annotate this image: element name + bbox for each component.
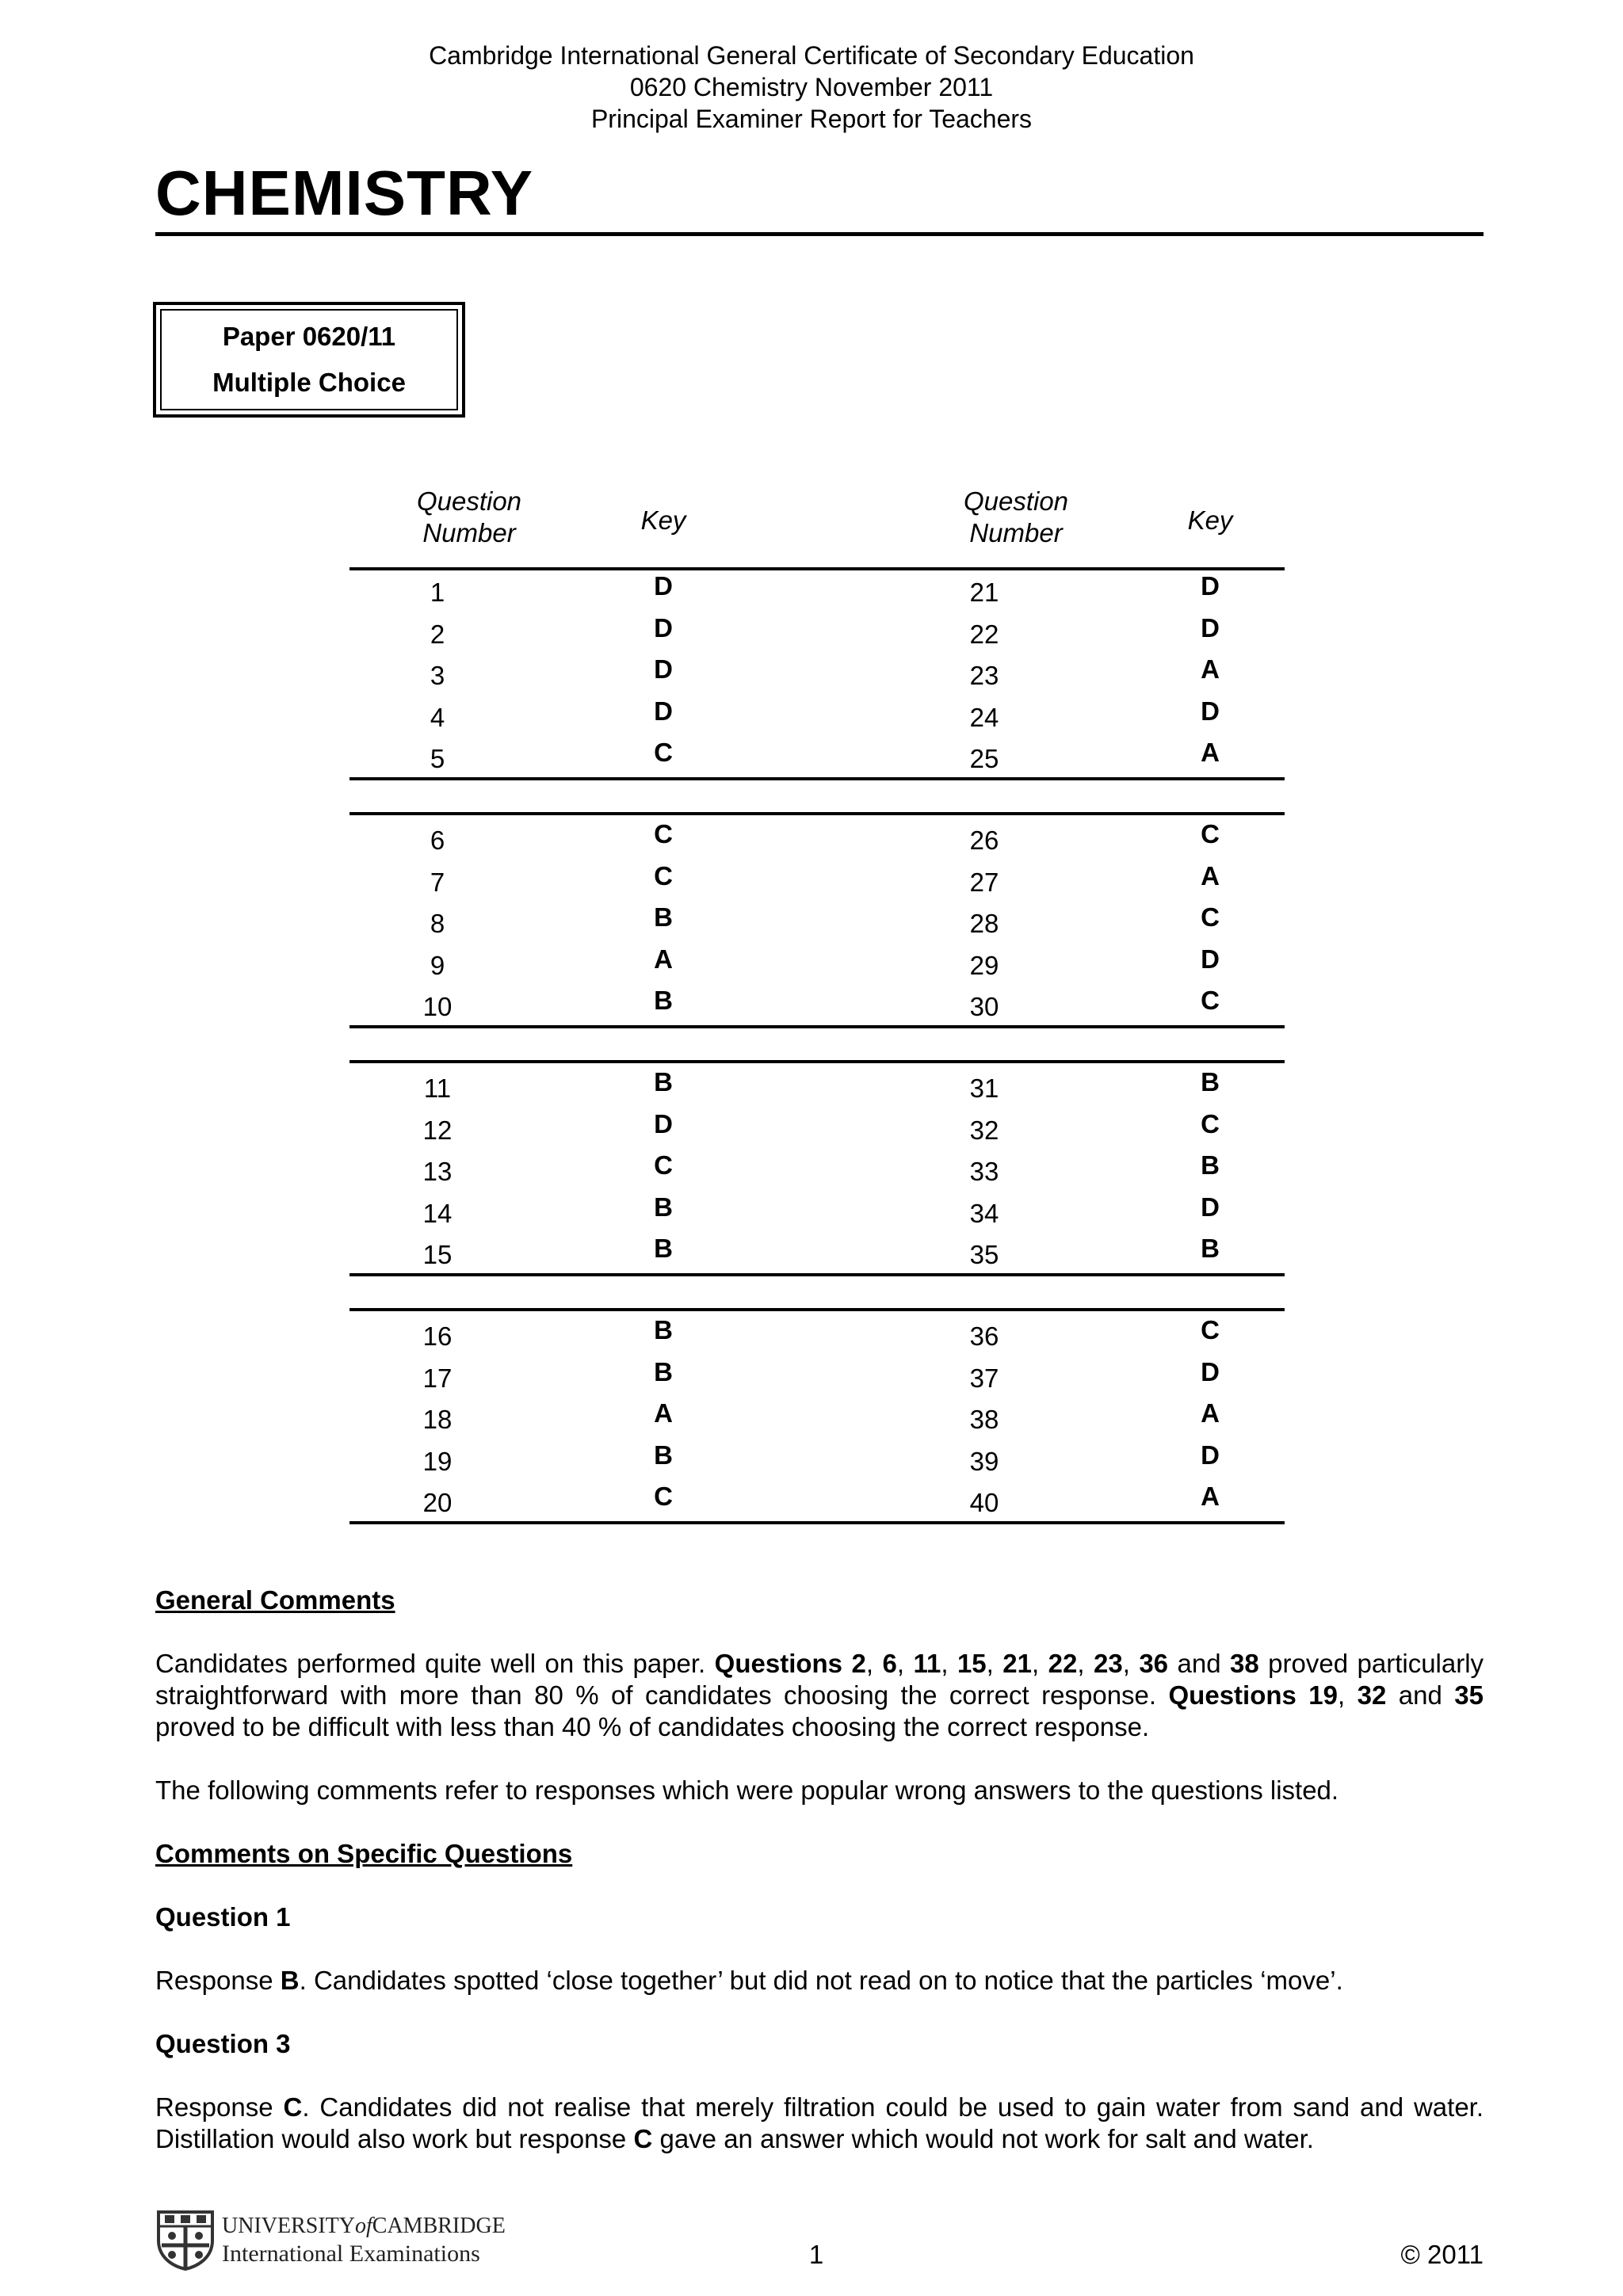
general-comments-para-2: The following comments refer to responses which were popular wrong answers to the questions listed.	[155, 1775, 1339, 1805]
col-head-question-right	[937, 486, 1095, 549]
answer-key-cell: C	[1201, 1315, 1220, 1344]
logo-university: UNIVERSITY	[222, 2214, 355, 2238]
text-run: gave an answer which would not work for salt and water.	[652, 2124, 1314, 2153]
answer-key-cell: C	[1201, 819, 1220, 849]
question-number-cell: 29	[969, 950, 999, 980]
question-number-cell: 36	[969, 1322, 999, 1351]
question-number-cell: 3	[430, 661, 445, 690]
bold-run: 6	[882, 1649, 897, 1678]
answer-key-cell: A	[1201, 860, 1220, 891]
bold-run: 11	[913, 1649, 941, 1678]
text-run: Response	[155, 1966, 281, 1995]
table-rule	[349, 1273, 1285, 1276]
answer-key-cell: C	[654, 1150, 673, 1180]
text-run: Response	[155, 2092, 284, 2122]
page-number: 1	[808, 2240, 824, 2269]
answer-key-cell: B	[654, 1315, 673, 1344]
answer-key-cell: D	[1201, 944, 1220, 974]
bold-run: Questions 2	[714, 1649, 866, 1678]
question-number-cell: 30	[969, 992, 999, 1021]
question-number-cell: 9	[430, 950, 445, 980]
question-number-cell: 37	[969, 1363, 999, 1393]
answer-key-cell: D	[654, 571, 673, 601]
text-run: ,	[1032, 1649, 1048, 1678]
answer-key-cell: D	[654, 696, 673, 726]
answer-key-cell: D	[1201, 571, 1220, 601]
answer-key-cell: D	[1201, 612, 1220, 643]
answer-key-cell: B	[654, 1067, 673, 1097]
paper-box	[153, 302, 465, 418]
copyright: © 2011	[1400, 2240, 1484, 2269]
text-run: . Candidates spotted ‘close together’ but did not read on to notice that the particles ‘move’.	[299, 1966, 1343, 1995]
question-number-cell: 23	[969, 661, 999, 690]
question-number-cell: 7	[430, 867, 445, 897]
question-number-cell: 8	[430, 909, 445, 938]
question-1-heading: Question 1	[155, 1902, 291, 1932]
answer-key-cell: A	[654, 1398, 673, 1428]
bold-run: C	[633, 2124, 653, 2153]
answer-key-cell: A	[1201, 654, 1220, 684]
logo-cambridge: CAMBRIDGE	[372, 2214, 506, 2238]
answer-key-cell: D	[654, 1108, 673, 1138]
bold-run: 35	[1454, 1680, 1484, 1710]
question-number-cell: 2	[430, 619, 445, 649]
table-rule	[349, 1060, 1285, 1063]
question-number-cell: 18	[422, 1405, 453, 1434]
question-number-cell: 40	[969, 1488, 999, 1517]
question-3-text	[155, 2092, 1484, 2155]
question-number-cell: 35	[969, 1240, 999, 1269]
bold-run: 22	[1048, 1649, 1078, 1678]
question-number-cell: 31	[969, 1074, 999, 1103]
text-run: ,	[1338, 1680, 1358, 1710]
col-head-key-right: Key	[1187, 505, 1233, 535]
header-line-2: 0620 Chemistry November 2011	[629, 73, 994, 101]
answer-key-cell: A	[1201, 738, 1220, 767]
answer-key-cell: A	[1201, 1398, 1220, 1428]
question-number-cell: 27	[969, 867, 999, 897]
answer-key-cell: B	[1201, 1067, 1220, 1097]
table-rule	[349, 1025, 1285, 1028]
bold-run: C	[283, 2092, 303, 2122]
table-rule	[349, 1308, 1285, 1311]
table-rule	[349, 812, 1285, 815]
paper-code: Paper 0620/11	[222, 322, 396, 351]
answer-key-cell: A	[654, 944, 673, 974]
text-run: ,	[1077, 1649, 1094, 1678]
col-head-question-right-text: Question Number	[963, 486, 1069, 547]
title-rule	[155, 232, 1484, 236]
answer-key-cell: B	[654, 1192, 673, 1222]
question-number-cell: 28	[969, 909, 999, 938]
bold-run: 15	[957, 1649, 987, 1678]
question-number-cell: 38	[969, 1405, 999, 1434]
answer-key-cell: D	[1201, 696, 1220, 726]
text-run: ,	[986, 1649, 1003, 1678]
question-number-cell: 34	[969, 1198, 999, 1228]
answer-key-cell: C	[654, 860, 673, 891]
answer-key-cell: C	[654, 819, 673, 849]
bold-run: 32	[1357, 1680, 1387, 1710]
question-number-cell: 39	[969, 1446, 999, 1476]
question-number-cell: 10	[422, 992, 453, 1021]
logo-line-2: International Examinations	[222, 2241, 480, 2267]
answer-key-cell: C	[1201, 986, 1220, 1015]
answer-key-cell: D	[1201, 1356, 1220, 1386]
answer-key-cell: A	[1201, 1482, 1220, 1511]
logo-line-1	[222, 2214, 506, 2239]
cambridge-logo	[155, 2209, 520, 2272]
bold-run: 21	[1002, 1649, 1033, 1678]
answer-key-cell: B	[654, 986, 673, 1015]
general-comments-para-1	[155, 1648, 1484, 1743]
question-number-cell: 25	[969, 744, 999, 773]
general-comments-heading: General Comments	[155, 1585, 395, 1615]
subject-title: CHEMISTRY	[155, 158, 534, 228]
text-run: . Candidates did not realise that merely filtration could be used to gain water from sand and water. Distillation would also work but response	[155, 2092, 1484, 2153]
table-rule	[349, 777, 1285, 780]
answer-key-cell: D	[654, 612, 673, 643]
answer-key-cell: B	[654, 1356, 673, 1386]
question-number-cell: 1	[430, 578, 445, 607]
answer-key-cell: B	[654, 1234, 673, 1263]
text-run: ,	[865, 1649, 883, 1678]
question-number-cell: 22	[969, 619, 999, 649]
bold-run: 36	[1139, 1649, 1169, 1678]
answer-key-cell: D	[1201, 1192, 1220, 1222]
question-number-cell: 20	[422, 1488, 453, 1517]
bold-run: 23	[1093, 1649, 1123, 1678]
question-3-heading: Question 3	[155, 2029, 291, 2058]
answer-key-cell: D	[654, 654, 673, 684]
text-run: ,	[896, 1649, 914, 1678]
question-number-cell: 16	[422, 1322, 453, 1351]
text-run: and	[1386, 1680, 1455, 1710]
question-number-cell: 19	[422, 1446, 453, 1476]
question-number-cell: 32	[969, 1115, 999, 1145]
text-run: Candidates performed quite well on this paper.	[155, 1649, 715, 1678]
question-number-cell: 14	[422, 1198, 453, 1228]
question-number-cell: 26	[969, 826, 999, 855]
text-run: proved particularly straightforward with more than 80 % of candidates choosing the correct response.	[155, 1649, 1484, 1710]
bold-run: B	[280, 1966, 300, 1995]
table-rule	[349, 1521, 1285, 1524]
answer-key-cell: B	[654, 1440, 673, 1470]
bold-run: 38	[1230, 1649, 1259, 1678]
question-number-cell: 12	[422, 1115, 453, 1145]
question-number-cell: 4	[430, 702, 445, 732]
table-rule	[349, 567, 1285, 570]
answer-key-cell: C	[654, 738, 673, 767]
question-number-cell: 13	[422, 1157, 453, 1186]
header-line-1: Cambridge International General Certificate of Secondary Education	[429, 41, 1194, 70]
col-head-key-left: Key	[640, 505, 686, 535]
text-run: proved to be difficult with less than 40 % of candidates choosing the correct response.	[155, 1712, 1150, 1741]
question-1-text	[155, 1965, 1484, 1997]
answer-key-cell: B	[1201, 1234, 1220, 1263]
question-number-cell: 33	[969, 1157, 999, 1186]
question-number-cell: 11	[423, 1074, 452, 1103]
answer-key-cell: B	[1201, 1150, 1220, 1180]
answer-key-cell: D	[1201, 1440, 1220, 1470]
question-number-cell: 17	[422, 1363, 453, 1393]
question-number-cell: 24	[969, 702, 999, 732]
answer-key-cell: B	[654, 902, 673, 932]
col-head-question-left	[390, 486, 548, 549]
text-run: and	[1168, 1649, 1230, 1678]
answer-key-cell: C	[1201, 902, 1220, 932]
bold-run: Questions 19	[1168, 1680, 1338, 1710]
answer-key-cell: C	[1201, 1108, 1220, 1138]
answer-key-cell: C	[654, 1482, 673, 1511]
logo-of: of	[355, 2214, 372, 2238]
header-line-3: Principal Examiner Report for Teachers	[590, 105, 1033, 133]
text-run: ,	[1122, 1649, 1140, 1678]
text-run: ,	[941, 1649, 957, 1678]
specific-comments-heading: Comments on Specific Questions	[155, 1839, 573, 1868]
paper-type: Multiple Choice	[212, 368, 406, 397]
question-number-cell: 21	[969, 578, 999, 607]
question-number-cell: 6	[430, 826, 445, 855]
question-number-cell: 5	[430, 744, 445, 773]
question-number-cell: 15	[422, 1240, 453, 1269]
cambridge-crest-icon	[155, 2209, 216, 2271]
col-head-question-left-text: Question Number	[416, 486, 522, 547]
